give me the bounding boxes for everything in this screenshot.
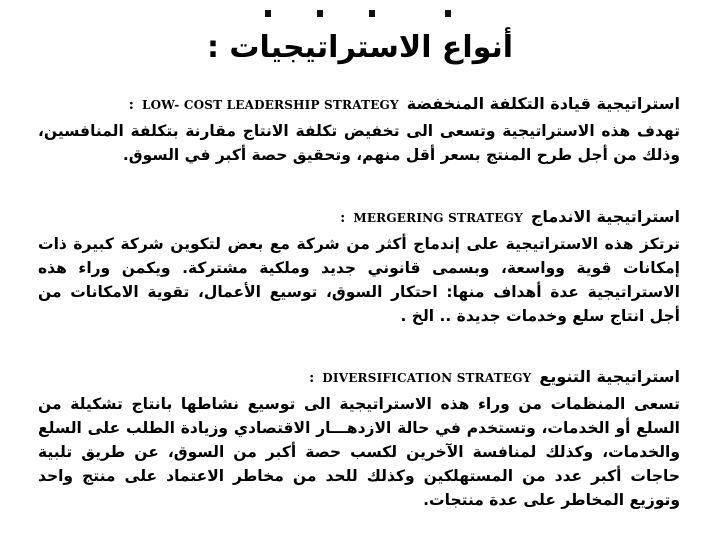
top-decorative-marks [265,10,455,18]
section-heading [38,206,680,228]
section-heading [38,366,680,388]
section-heading [38,93,680,115]
heading-colon: : [128,97,134,113]
heading-arabic: استراتيجية التنويع [539,367,680,386]
heading-colon: : [309,370,315,386]
section-body: تسعى المنظمات من وراء هذه الاستراتيجية الى توسيع نشاطها بانتاج تشكيلة من السلع أو الخدمات، وتستخدم في حالة الازدهـــار الاقتصادي وزيادة الطلب على السلع والخدمات، وكذلك لمنافسة الآخرين لكسب حصة أكبر من السوق، عن طريق تلبية حاجات أكبر عدد من المستهلكين وكذلك للحد من مخاطر الاعتماد على منتج واحد وتوزيع المخاطر على عدة منتجات. [38,395,680,509]
heading-english: DIVERSIFICATION STRATEGY [322,371,532,385]
section-merger [38,206,680,328]
page-title: أنواع الاستراتيجيات : [206,30,514,65]
heading-arabic: استراتيجية الاندماج [530,207,680,226]
section-body: ترتكز هذه الاستراتيجية على إندماج أكثر من شركة مع بعض لتكوين شركة كبيرة ذات إمكانات قوية وواسعة، وبسمى قانوني جديد وملكية مشتركة. ويكمن وراء هذه الاستراتيجية عدة أهداف منها: احتكار السوق، توسيع الأعمال، تقوية الامكانات من أجل انتاج سلع وخدمات جديدة .. الخ . [38,235,680,325]
section-body: تهدف هذه الاستراتيجية وتسعى الى تخفيض تكلفة الانتاج مقارنة بتكلفة المنافسين، وذلك من أجل طرح المنتج بسعر أقل منهم، وتحقيق حصة أكبر في السوق. [38,122,680,164]
heading-english: LOW- COST LEADERSHIP STRATEGY [141,98,399,112]
heading-english: MERGERING STRATEGY [353,211,523,225]
section-diversification [38,366,680,512]
section-low-cost-leadership [38,93,680,167]
heading-arabic: استراتيجية قيادة التكلفة المنخفضة [406,94,680,113]
heading-colon: : [340,210,346,226]
